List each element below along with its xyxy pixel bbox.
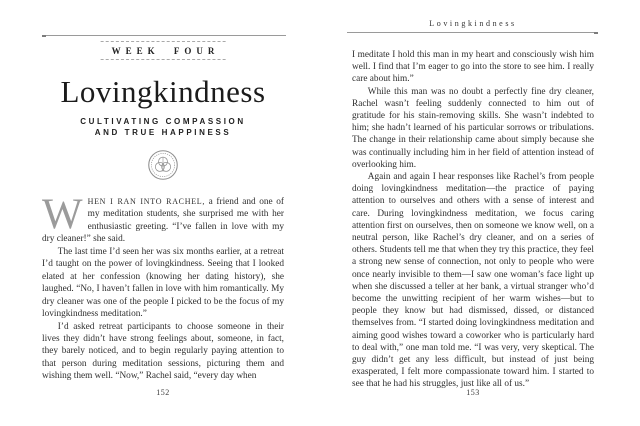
paragraph: I meditate I hold this man in my heart and consciously wish him well. I find that I’m eager to go into the store to see him. I really care about him.” — [352, 50, 594, 85]
chapter-title: Lovingkindness — [60, 74, 266, 109]
paragraph: Again and again I hear responses like Rachel’s from people doing lovingkindness meditation—the practice of paying attention to ourselves and others with a sense of interest and care. During lovingkindness meditation, we focus caring attention first on ourselves, then on someone we know well, on a neutral person, like Rachel’s dry cleaner, and on a series of others. Students tell me that when they try this practice, they feel a strong new sense of connection, not only to people who were once nearly invisible to them—I saw one woman’s face light up when she discussed a teller at her bank, a virtual stranger who’d become the unwitting recipient of her warm wishes—but to people they know but had dismissed, dissed, or distanced themselves from. “I started doing lovingkindness meditation and aiming good wishes toward a coworker who is particularly hard to deal with,” one man told me. “I was very, very skeptical. The guy didn’t get any less difficult, but instead of just being exasperated, I felt more compassionate toward him. I started to see that he had his struggles, just like all of us.” — [352, 172, 594, 390]
page-number: 152 — [156, 388, 170, 397]
running-head-rule — [347, 32, 598, 33]
paragraph: While this man was no doubt a perfectly fine dry cleaner, Rachel wasn’t feeling suddenly connected to him out of gratitude for his stain-removing skills. She wasn’t indebted to him; she hadn’t learned of his particular sorrows or tribulations. The change in their relationship came about simply because she was continually including him in her field of attention instead of overlooking him. — [352, 86, 594, 170]
drop-cap: W — [42, 191, 83, 238]
right-page-body — [352, 49, 594, 391]
paragraph: The last time I’d seen her was six months earlier, at a retreat I’d taught on the power of lovingkindness. Seeing that I looked elated at her confession (knowing her dating history), she laughed. “No, I haven’t fallen in love with him romantically. My dry cleaner was one of the people I picked to be the focus of my lovingkindness meditation.” — [42, 246, 284, 320]
paragraph-text: a friend and one of my meditation students, she surprised me with her enthusiastic greeting. “I’ve fallen in love with my dry cleaner!” she said. — [42, 197, 284, 245]
running-head: Lovingkindness — [429, 19, 517, 28]
left-page-body — [42, 191, 284, 383]
paragraph — [42, 191, 284, 246]
paragraph: I’d asked retreat participants to choose someone in their lives they didn’t have strong feelings about, someone, in fact, they barely noticed, and to begin regularly paying attention to that person during meditation sessions, picturing them and wishing them well. “Now,” Rachel said, “every day when — [42, 321, 284, 382]
chapter-opener-rule — [42, 35, 286, 36]
right-page — [352, 0, 594, 426]
chapter-subtitle-line2: AND TRUE HAPPINESS — [94, 128, 232, 137]
chapter-subtitle — [42, 116, 284, 138]
left-page — [42, 0, 284, 426]
chapter-label: WEEK FOUR — [101, 41, 226, 60]
chapter-subtitle-line1: CULTIVATING COMPASSION — [80, 117, 246, 126]
knot-medallion-icon — [148, 150, 178, 180]
paragraph-lead-smallcaps: HEN I RAN INTO RACHEL, — [87, 197, 206, 206]
page-number: 153 — [466, 388, 480, 397]
